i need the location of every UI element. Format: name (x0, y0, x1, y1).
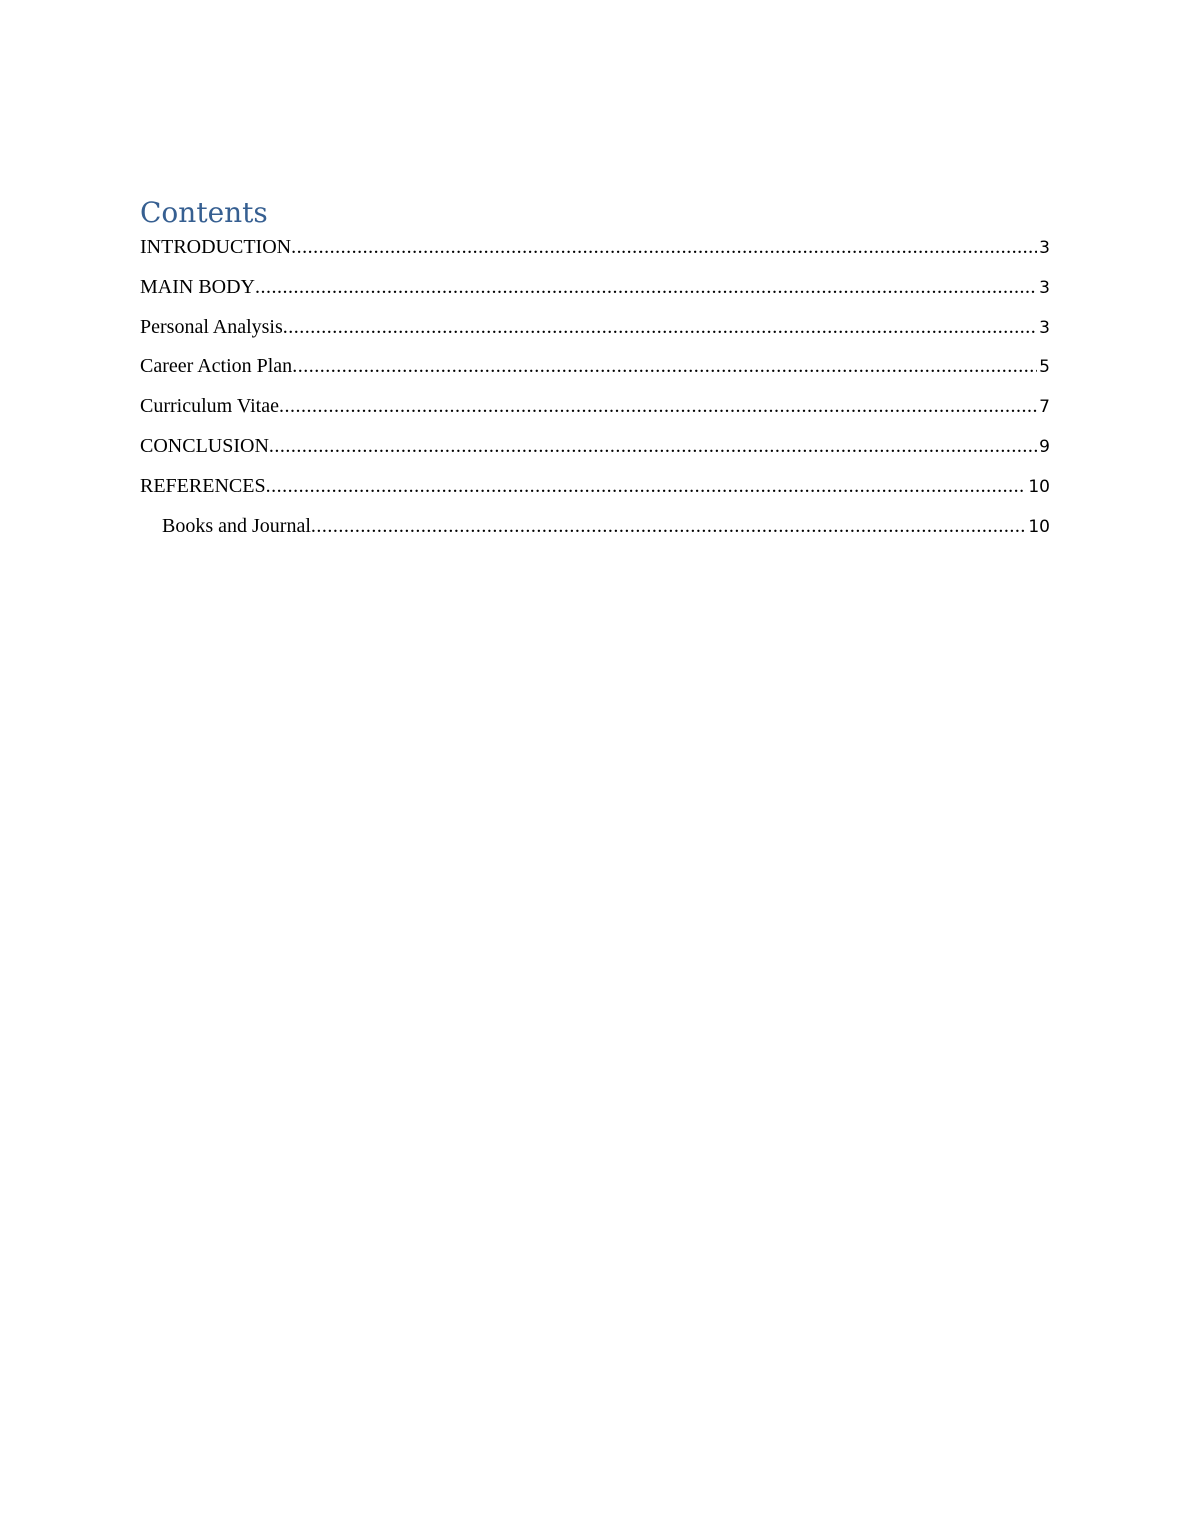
toc-entry-career-action-plan[interactable] (140, 352, 1050, 392)
toc-dot-leader (269, 432, 1037, 460)
toc-entry-main-body[interactable] (140, 273, 1050, 313)
toc-entry-page-number[interactable]: 10 (1028, 476, 1050, 497)
toc-entry-page-number[interactable]: 5 (1039, 357, 1050, 378)
toc-entry-introduction[interactable] (140, 233, 1050, 273)
toc-dot-leader (311, 512, 1026, 540)
toc-entry-personal-analysis[interactable] (140, 313, 1050, 353)
toc-entry-label[interactable]: REFERENCES (140, 474, 266, 497)
toc-entry-label[interactable]: MAIN BODY (140, 275, 255, 298)
toc-entry-page-number[interactable]: 3 (1039, 317, 1050, 338)
toc-dot-leader (283, 313, 1037, 341)
toc-entry-label[interactable]: Personal Analysis (140, 315, 283, 338)
toc-entry-conclusion[interactable] (140, 432, 1050, 472)
toc-entry-label[interactable]: INTRODUCTION (140, 236, 292, 258)
toc-entry-page-number[interactable]: 3 (1039, 277, 1050, 298)
toc-entry-page-number[interactable]: 9 (1039, 436, 1050, 457)
toc-entry-label[interactable]: CONCLUSION (140, 434, 269, 457)
toc-entry-label[interactable]: Books and Journal (162, 514, 311, 537)
toc-title: Contents (140, 196, 268, 229)
toc-dot-leader (292, 352, 1037, 380)
toc-entry-page-number[interactable]: 3 (1039, 238, 1050, 258)
toc-entry-page-number[interactable]: 10 (1028, 516, 1050, 537)
toc-entry-curriculum-vitae[interactable] (140, 392, 1050, 432)
toc-dot-leader (255, 273, 1037, 301)
toc-dot-leader (279, 392, 1037, 420)
toc-entry-label[interactable]: Curriculum Vitae (140, 395, 279, 418)
toc-dot-leader (291, 233, 1037, 261)
toc-dot-leader (266, 472, 1027, 500)
toc-entry-books-and-journal[interactable] (140, 512, 1050, 552)
toc-entry-label[interactable]: Career Action Plan (140, 355, 293, 378)
table-of-contents (140, 233, 1050, 551)
toc-entry-page-number[interactable]: 7 (1039, 397, 1050, 418)
toc-entry-references[interactable] (140, 472, 1050, 512)
